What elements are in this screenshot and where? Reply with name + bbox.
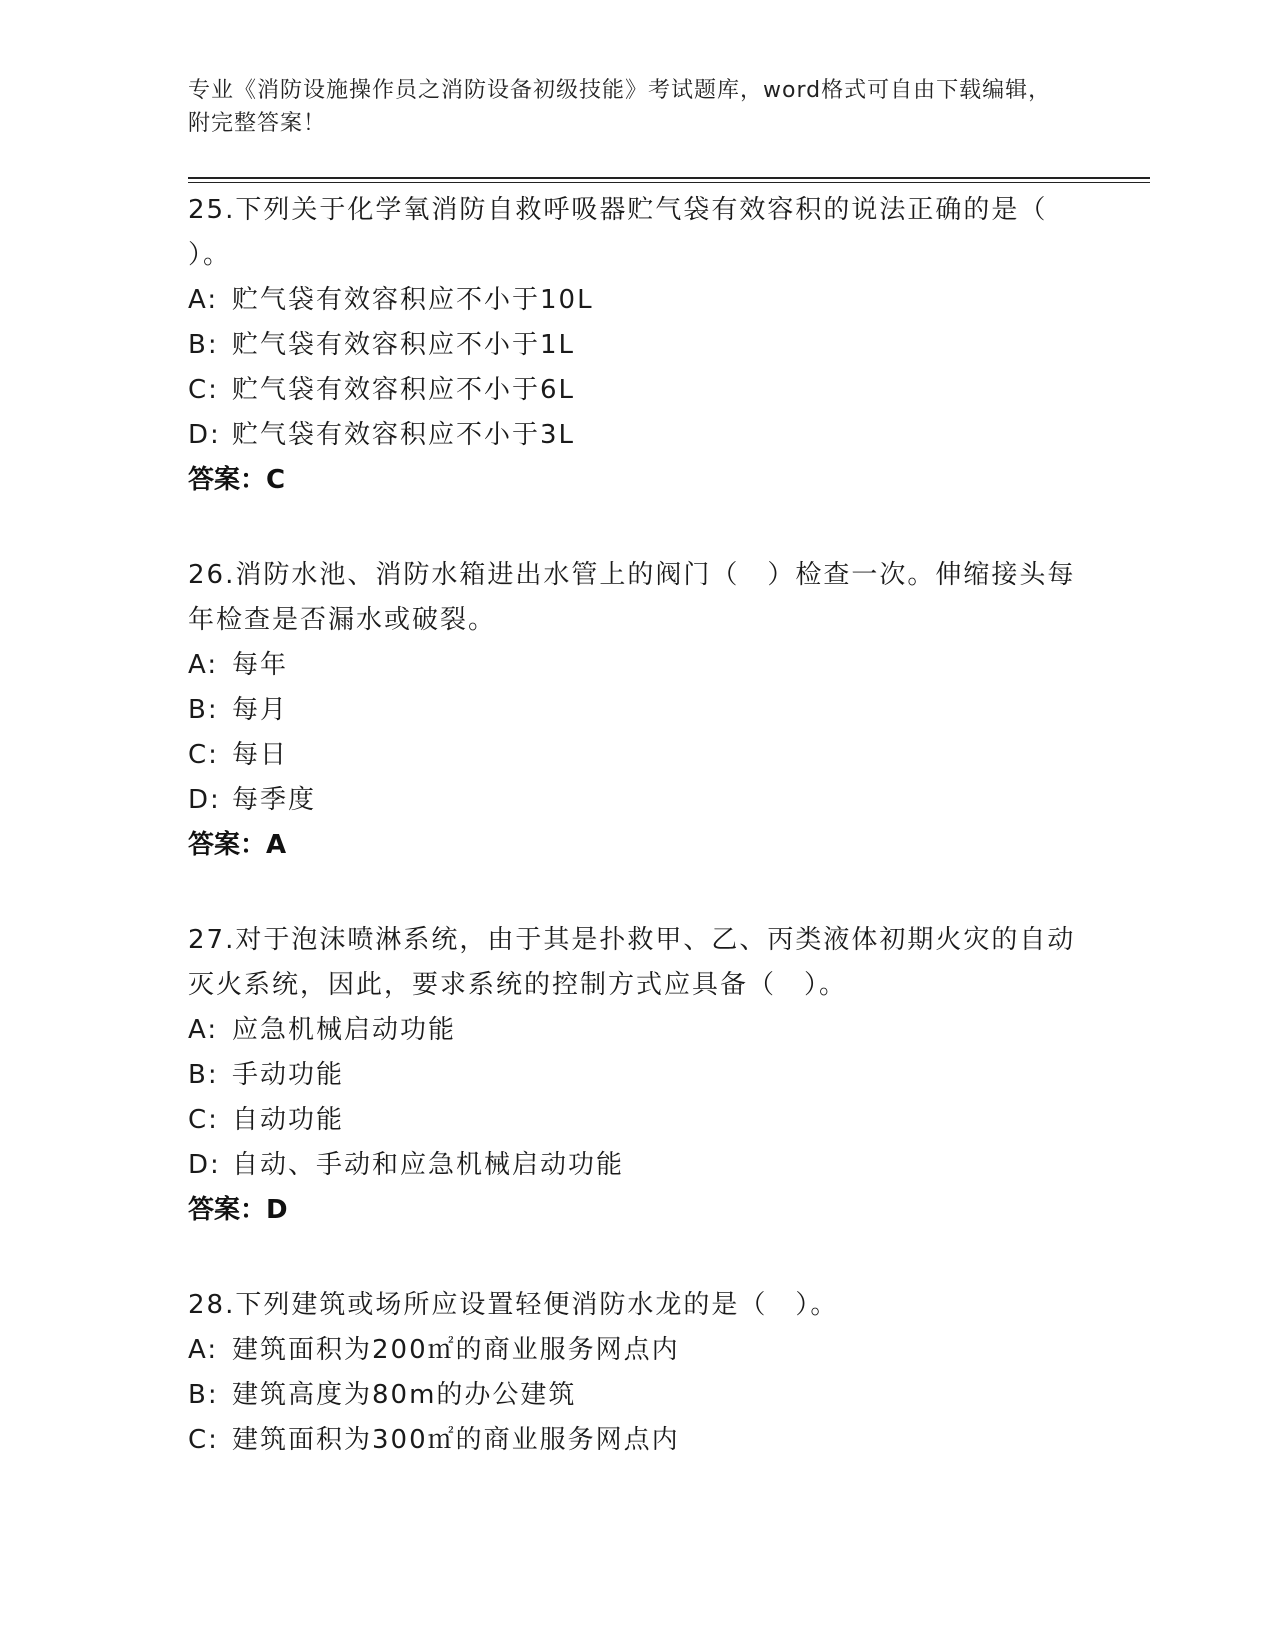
option-text: 自动功能 (232, 1105, 345, 1135)
answer-line: 答案：C (188, 465, 286, 495)
question-list (188, 188, 1088, 1513)
option-key: B: (188, 1060, 219, 1090)
option-a (188, 1328, 1088, 1373)
option-text: 建筑高度为80m的办公建筑 (232, 1380, 577, 1410)
option-a (188, 1008, 1088, 1053)
option-text: 每年 (232, 650, 289, 680)
question-26 (188, 553, 1088, 868)
option-key: A: (188, 1015, 219, 1045)
question-stem: 26.消防水池、消防水箱进出水管上的阀门（ ）检查一次。伸缩接头每年检查是否漏水或破裂。 (188, 560, 1076, 635)
option-key: C: (188, 375, 219, 405)
question-stem: 27.对于泡沫喷淋系统，由于其是扑救甲、乙、丙类液体初期火灾的自动灭火系统，因此，要求系统的控制方式应具备（ ）。 (188, 925, 1076, 1000)
option-text: 每季度 (232, 785, 317, 815)
option-key: C: (188, 1105, 219, 1135)
answer-line: 答案：D (188, 1195, 288, 1225)
option-key: D: (188, 1150, 221, 1180)
question-27 (188, 918, 1088, 1233)
header-divider-thin (188, 182, 1150, 183)
question-28 (188, 1283, 1088, 1463)
option-text: 贮气袋有效容积应不小于1L (232, 330, 576, 360)
option-c (188, 1418, 1088, 1463)
option-text: 应急机械启动功能 (232, 1015, 457, 1045)
option-text: 建筑面积为300㎡的商业服务网点内 (232, 1425, 680, 1455)
option-key: C: (188, 1425, 219, 1455)
option-key: D: (188, 785, 221, 815)
option-key: C: (188, 740, 219, 770)
option-d (188, 1143, 1088, 1188)
option-text: 建筑面积为200㎡的商业服务网点内 (232, 1335, 680, 1365)
header-divider-thick (188, 177, 1150, 179)
option-b (188, 688, 1088, 733)
option-a (188, 278, 1088, 323)
option-b (188, 1373, 1088, 1418)
document-header: 专业《消防设施操作员之消防设备初级技能》考试题库，word格式可自由下载编辑，附完整答案！ (188, 78, 1052, 136)
option-a (188, 643, 1088, 688)
option-text: 每月 (232, 695, 289, 725)
option-d (188, 778, 1088, 823)
option-key: B: (188, 1380, 219, 1410)
option-d (188, 413, 1088, 458)
option-text: 自动、手动和应急机械启动功能 (232, 1150, 625, 1180)
option-text: 每日 (232, 740, 289, 770)
option-text: 手动功能 (232, 1060, 345, 1090)
answer-line: 答案：A (188, 830, 287, 860)
option-key: B: (188, 330, 219, 360)
option-text: 贮气袋有效容积应不小于6L (232, 375, 576, 405)
option-c (188, 368, 1088, 413)
option-key: A: (188, 1335, 219, 1365)
option-key: A: (188, 650, 219, 680)
option-text: 贮气袋有效容积应不小于3L (232, 420, 576, 450)
option-b (188, 323, 1088, 368)
option-key: B: (188, 695, 219, 725)
option-key: A: (188, 285, 219, 315)
option-c (188, 1098, 1088, 1143)
option-b (188, 1053, 1088, 1098)
question-stem: 25.下列关于化学氧消防自救呼吸器贮气袋有效容积的说法正确的是（ ）。 (188, 195, 1048, 270)
option-key: D: (188, 420, 221, 450)
question-stem: 28.下列建筑或场所应设置轻便消防水龙的是（ ）。 (188, 1290, 839, 1320)
option-text: 贮气袋有效容积应不小于10L (232, 285, 594, 315)
option-c (188, 733, 1088, 778)
question-25 (188, 188, 1088, 503)
